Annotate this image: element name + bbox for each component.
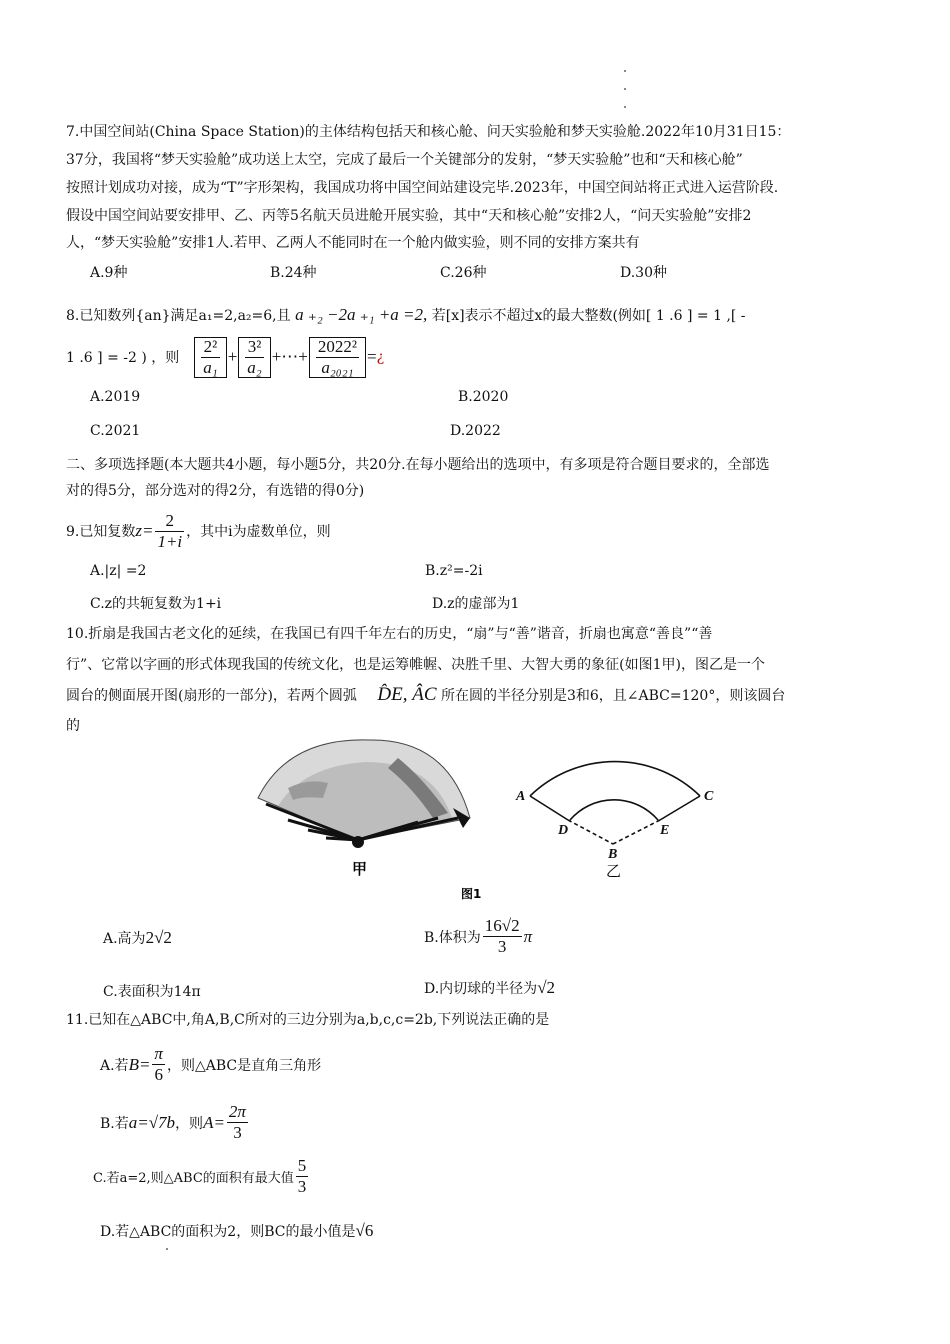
q8-recurrence: a ₊₂ −2a ₊₁ +a =2, [295, 305, 428, 324]
q8-prefix: 8.已知数列{an}满足a₁=2,a₂=6,且 [66, 308, 291, 324]
q7-option-b: B.24种 [270, 265, 317, 281]
q9-num: 2 [155, 511, 184, 532]
q8-option-c: C.2021 [90, 423, 141, 439]
q11-option-d [100, 1221, 373, 1241]
frac-num: 5 [297, 1156, 307, 1175]
q10-line: 行”、它常以字画的形式体现我国的传统文化，也是运筹帷幄、决胜千里、大智大勇的象征(如图1甲)，图乙是一个 [66, 657, 765, 673]
q9-stem [66, 508, 331, 554]
unknown-mark: ¿ [376, 349, 385, 365]
q7-option-d: D.30种 [620, 265, 667, 281]
q9-z: z= [135, 521, 154, 540]
frac-num: 16√2 [484, 916, 520, 935]
q8-option-a: A.2019 [90, 389, 141, 405]
option-math: 2√2 [145, 928, 172, 947]
q7-line: 7.中国空间站(China Space Station)的主体结构包括天和核心舱、问天实验舱和梦天实验舱.2022年10月31日15： [66, 124, 791, 140]
label-c: C [704, 789, 714, 804]
option-prefix: B.若 [100, 1115, 129, 1132]
option-prefix: C.若a=2,则△ABC的面积有最大值 [93, 1171, 294, 1186]
frac-num: 2π [228, 1102, 246, 1121]
q7-option-c: C.26种 [440, 265, 487, 281]
frac-den: 6 [154, 1065, 163, 1084]
q7-line: 按照计划成功对接，成为“T”字形架构，我国成功将中国空间站建设完毕.2023年，中国空间站将正式进入运营阶段. [66, 180, 779, 196]
frac-den: 3 [497, 937, 507, 956]
term-den: a₂₀₂₁ [321, 357, 354, 377]
term-num: 2022² [317, 336, 357, 356]
figure-title: 图1 [461, 887, 482, 901]
q11-stem: 11.已知在△ABC中,角A,B,C所对的三边分别为a,b,c,c=2b,下列说法正确的是 [66, 1012, 550, 1028]
q8-option-d: D.2022 [450, 423, 501, 439]
q10-line: 的 [66, 718, 80, 734]
q9-den: 1+i [157, 531, 183, 551]
option-prefix: D.若△ABC的面积为2，则BC的最小值是 [100, 1224, 356, 1240]
decor-dot [624, 106, 626, 108]
decor-dot [624, 70, 626, 72]
option-prefix: B.体积为 [424, 929, 481, 946]
figure-1 [248, 738, 718, 906]
q10-arcs: D̂E, ÂC [377, 684, 437, 705]
q10-option-a [103, 928, 172, 948]
option-math: √6 [355, 1221, 374, 1240]
q7-line: 假设中国空间站要安排甲、乙、丙等5名航天员进舱开展实验，其中“天和核心舱”安排2人，“问天实验舱”安排2 [66, 208, 752, 224]
q10-line3-suffix: 所在圆的半径分别是3和6，且∠ABC=120°，则该圆台 [440, 688, 786, 704]
q8-option-b: B.2020 [458, 389, 509, 405]
q10-option-b [424, 916, 532, 957]
frac-num: π [154, 1044, 163, 1063]
label-e: E [660, 823, 670, 838]
option-suffix: ，则△ABC是直角三角形 [166, 1057, 322, 1074]
q8-line2-prefix: 1 .6 ] = -2 ) ，则 [66, 350, 180, 366]
term-num: 3² [245, 337, 263, 358]
q9-option-a: A.|z| =2 [90, 563, 147, 579]
q10-option-d [424, 978, 555, 998]
option-prefix: D.内切球的半径为 [424, 981, 538, 997]
option-var: A= [203, 1112, 225, 1132]
section-line: 对的得5分，部分选对的得2分，有选错的得0分) [66, 483, 365, 499]
plus-sign: + [227, 347, 238, 366]
q10-line3-prefix: 圆台的侧面展开图(扇形的一部分)，若两个圆弧 [66, 688, 357, 704]
q11-option-a [100, 1044, 321, 1085]
floor-term [194, 337, 226, 378]
equals-sign: = [367, 347, 377, 366]
term-den: a₁ [203, 357, 218, 377]
q8-suffix: 若[x]表示不超过x的最大整数(例如[ 1 .6 ] = 1 ,[ - [431, 308, 746, 324]
floor-term [309, 337, 366, 378]
option-prefix: A.若 [100, 1057, 129, 1074]
pi-symbol: π [523, 926, 533, 946]
sector-diagram [530, 762, 700, 844]
q9-suffix: ，其中i为虚数单位，则 [186, 524, 331, 540]
q8-line-1 [66, 305, 746, 326]
decor-dot [624, 88, 626, 90]
q9-option-d: D.z的虚部为1 [432, 596, 520, 612]
caption-yi: 乙 [606, 862, 622, 880]
option-math: a=√7b [128, 1112, 176, 1132]
q9-option-c: C.z的共轭复数为1+i [90, 596, 222, 612]
fan-figure [248, 738, 718, 906]
term-num: 2² [201, 337, 219, 358]
label-a: A [516, 789, 526, 804]
q7-option-a: A.9种 [90, 265, 128, 281]
frac-den: 3 [233, 1123, 242, 1142]
q11-option-c [93, 1156, 310, 1197]
term-den: a₂ [247, 357, 262, 377]
q10-line-3 [66, 685, 785, 706]
folding-fan-image [258, 740, 470, 848]
q9-prefix: 9.已知复数 [66, 524, 136, 540]
section-line: 二、多项选择题(本大题共4小题，每小题5分，共20分.在每小题给出的选项中，有多项是符合题目要求的，全部选 [66, 457, 770, 473]
label-d: D [558, 823, 569, 838]
option-var: B= [128, 1054, 151, 1074]
q11-option-b [100, 1102, 250, 1143]
q10-option-c: C.表面积为14π [103, 984, 201, 1000]
label-b: B [608, 847, 618, 862]
q10-line: 10.折扇是我国古老文化的延续，在我国已有四千年左右的历史，“扇”与“善”谐音，折扇也寓意“善良”“善 [66, 626, 713, 642]
floor-term [238, 337, 270, 378]
frac-den: 3 [297, 1177, 307, 1196]
ellipsis-sum: +⋯+ [271, 347, 308, 366]
caption-jia: 甲 [352, 860, 368, 878]
option-mid: ，则 [175, 1115, 204, 1132]
q7-line: 人，“梦天实验舱”安排1人.若甲、乙两人不能同时在一个舱内做实验，则不同的安排方案共有 [66, 235, 640, 251]
decor-dot [166, 1248, 168, 1250]
option-prefix: A.高为 [103, 931, 146, 947]
q7-line: 37分，我国将“梦天实验舱”成功送上太空，完成了最后一个关键部分的发射，“梦天实验舱”也和“天和核心舱” [66, 152, 743, 168]
q8-line-2 [66, 333, 384, 381]
option-math: √2 [537, 978, 556, 997]
q9-option-b: B.z²=-2i [425, 563, 483, 579]
